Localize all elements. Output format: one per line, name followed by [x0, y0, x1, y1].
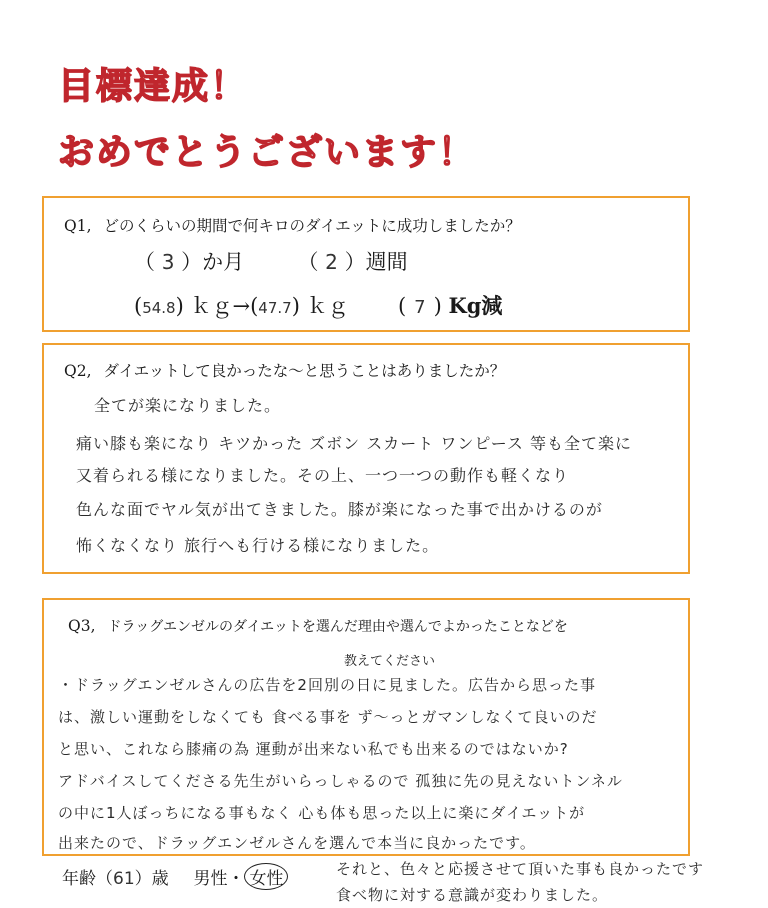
q1-weight-after: 47.7 — [258, 299, 292, 317]
age-gender-line: 年齢（61）歳 男性・ 女性 — [62, 863, 288, 890]
gender-separator: ・ — [227, 869, 245, 889]
q3-answer-line: は、激しい運動をしなくても 食べる事を ず～っとガマンしなくて良いのだ — [58, 708, 598, 726]
q1-arrow: → — [232, 294, 251, 318]
q2-question-text: ダイエットして良かったな～と思うことはありましたか？ — [103, 362, 506, 380]
q1-loss-value: 7 — [414, 297, 426, 318]
q2-answer-line: 色んな面でヤル気が出てきました。膝が楽になった事で出かけるのが — [76, 500, 603, 519]
q1-months-unit: か月 — [202, 250, 245, 274]
q2-number: Q2, — [64, 362, 92, 380]
title-goal-achieved: 目標達成！ — [58, 66, 249, 107]
q2-question — [64, 359, 505, 381]
q2-answer-line: 痛い膝も楽になり キツかった ズボン スカート ワンピース 等も全て楽に — [76, 434, 632, 453]
q3-question-line2: 教えてください — [344, 654, 436, 669]
age-unit: 歳 — [151, 869, 169, 889]
q3-number: Q3, — [68, 617, 96, 635]
q3-answer-line: 出来たので、ドラッグエンゼルさんを選んで本当に良かったです。 — [58, 834, 536, 852]
title-congratulations: おめでとうございます！ — [58, 132, 477, 173]
q3-answer-line: アドバイスしてくださる先生がいらっしゃるので 孤独に先の見えないトンネル — [58, 772, 623, 790]
postscript-line1: それと、色々と応援させて頂いた事も良かったです — [336, 860, 705, 878]
q1-box — [42, 196, 690, 332]
q3-box — [42, 598, 690, 856]
q1-weight-unit-before: ｋｇ — [190, 294, 233, 318]
postscript-line2: 食べ物に対する意識が変わりました。 — [336, 886, 609, 904]
q1-question-text: どのくらいの期間で何キロのダイエットに成功しましたか？ — [103, 217, 521, 235]
q1-weight-row: (54.8) ｋｇ→(47.7) ｋｇ ( 7 ) Kg減 — [134, 293, 503, 318]
q3-answer-line: の中に1人ぼっちになる事もなく 心も体も思った以上に楽にダイエットが — [58, 804, 586, 822]
q1-question — [64, 214, 521, 236]
gender-female-circled: 女性 — [244, 863, 288, 890]
q1-loss-unit: Kg減 — [448, 293, 503, 318]
q3-question-text: ドラッグエンゼルのダイエットを選んだ理由や選んでよかったことなどを — [107, 619, 568, 635]
age-label: 年齢 — [62, 869, 96, 889]
q1-weeks-value: 2 — [325, 250, 338, 274]
q3-answer-line: ・ドラッグエンゼルさんの広告を2回別の日に見ました。広告から思った事 — [58, 676, 596, 694]
gender-male: 男性 — [193, 869, 228, 889]
q1-number: Q1, — [64, 217, 92, 235]
q1-weeks-unit: 週間 — [365, 250, 408, 274]
q1-period-row: （ 3 ）か月 （ 2 ）週間 — [134, 250, 408, 274]
q2-box — [42, 343, 690, 574]
q2-answer-line: 又着られる様になりました。その上、一つ一つの動作も軽くなり — [76, 466, 570, 485]
q3-question-line1 — [68, 616, 568, 636]
age-value: 61 — [113, 869, 135, 889]
q1-weight-unit-after: ｋｇ — [306, 294, 349, 318]
q1-weight-before: 54.8 — [142, 299, 176, 317]
q2-answer-line: 全てが楽になりました。 — [94, 396, 282, 415]
q2-answer-line: 怖くなくなり 旅行へも行ける様になりました。 — [76, 536, 440, 555]
q1-months-value: 3 — [161, 250, 175, 274]
q3-answer-line: と思い、これなら膝痛の為 運動が出来ない私でも出来るのではないか? — [58, 740, 569, 758]
